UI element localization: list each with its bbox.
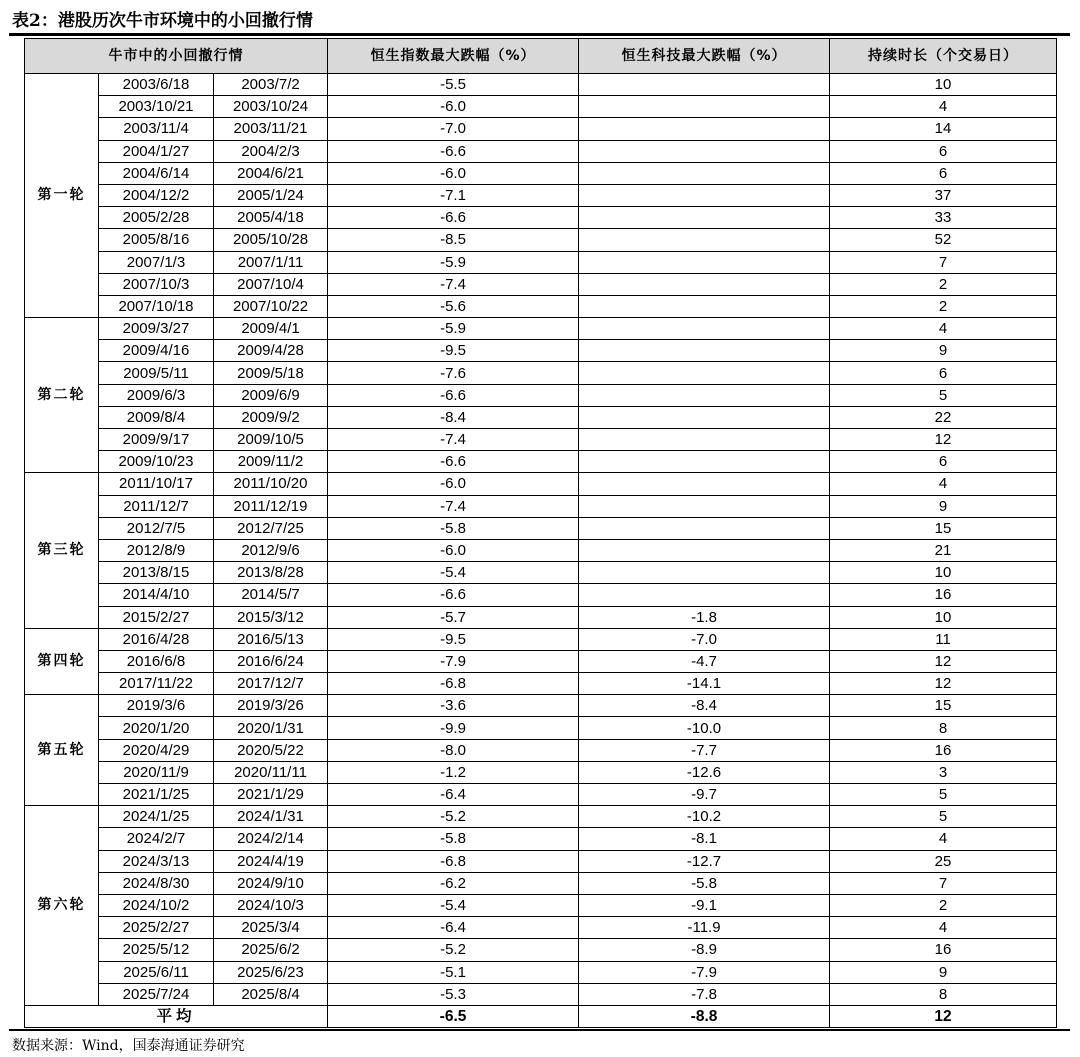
- duration-cell: 5: [830, 806, 1057, 828]
- start-date-cell: 2012/7/5: [99, 517, 214, 539]
- duration-cell: 12: [830, 650, 1057, 672]
- hstech-drop-cell: -1.8: [579, 606, 830, 628]
- header-period: 牛市中的小回撤行情: [25, 39, 328, 74]
- hsi-drop-cell: -6.8: [328, 673, 579, 695]
- table-row: [25, 761, 1057, 783]
- end-date-cell: 2020/1/31: [214, 717, 328, 739]
- duration-cell: 21: [830, 539, 1057, 561]
- end-date-cell: 2025/8/4: [214, 983, 328, 1005]
- table-row: [25, 118, 1057, 140]
- duration-cell: 4: [830, 473, 1057, 495]
- start-date-cell: 2004/6/14: [99, 162, 214, 184]
- hsi-drop-cell: -6.6: [328, 207, 579, 229]
- duration-cell: 6: [830, 162, 1057, 184]
- end-date-cell: 2024/9/10: [214, 872, 328, 894]
- table-row: [25, 983, 1057, 1005]
- duration-cell: 10: [830, 562, 1057, 584]
- end-date-cell: 2007/1/11: [214, 251, 328, 273]
- start-date-cell: 2005/2/28: [99, 207, 214, 229]
- duration-cell: 3: [830, 761, 1057, 783]
- hsi-drop-cell: -5.8: [328, 828, 579, 850]
- duration-cell: 9: [830, 495, 1057, 517]
- hstech-drop-cell: -11.9: [579, 917, 830, 939]
- end-date-cell: 2012/9/6: [214, 539, 328, 561]
- hstech-drop-cell: -14.1: [579, 673, 830, 695]
- start-date-cell: 2024/10/2: [99, 894, 214, 916]
- start-date-cell: 2011/10/17: [99, 473, 214, 495]
- table-row: [25, 628, 1057, 650]
- duration-cell: 4: [830, 96, 1057, 118]
- hstech-drop-cell: [579, 229, 830, 251]
- end-date-cell: 2004/2/3: [214, 140, 328, 162]
- table-row: [25, 539, 1057, 561]
- duration-cell: 7: [830, 251, 1057, 273]
- start-date-cell: 2009/8/4: [99, 406, 214, 428]
- table-row: [25, 295, 1057, 317]
- header-hstech: 恒生科技最大跌幅（%）: [579, 39, 830, 74]
- hstech-drop-cell: [579, 140, 830, 162]
- hsi-drop-cell: -7.6: [328, 362, 579, 384]
- table-row: [25, 406, 1057, 428]
- hstech-drop-cell: -8.9: [579, 939, 830, 961]
- start-date-cell: 2009/4/16: [99, 340, 214, 362]
- hstech-drop-cell: -7.7: [579, 739, 830, 761]
- start-date-cell: 2003/11/4: [99, 118, 214, 140]
- end-date-cell: 2004/6/21: [214, 162, 328, 184]
- duration-cell: 16: [830, 739, 1057, 761]
- drawdown-table: [24, 38, 1057, 1028]
- hsi-drop-cell: -6.0: [328, 539, 579, 561]
- table-row: [25, 184, 1057, 206]
- hsi-drop-cell: -5.7: [328, 606, 579, 628]
- end-date-cell: 2015/3/12: [214, 606, 328, 628]
- end-date-cell: 2011/12/19: [214, 495, 328, 517]
- table-row: [25, 473, 1057, 495]
- start-date-cell: 2009/10/23: [99, 451, 214, 473]
- start-date-cell: 2004/1/27: [99, 140, 214, 162]
- hsi-drop-cell: -6.6: [328, 584, 579, 606]
- hstech-drop-cell: [579, 295, 830, 317]
- duration-cell: 33: [830, 207, 1057, 229]
- table-row: [25, 650, 1057, 672]
- table-title: 表2：港股历次牛市环境中的小回撤行情: [12, 11, 313, 31]
- table-row: [25, 806, 1057, 828]
- hsi-drop-cell: -6.8: [328, 850, 579, 872]
- end-date-cell: 2005/10/28: [214, 229, 328, 251]
- hsi-drop-cell: -5.2: [328, 806, 579, 828]
- start-date-cell: 2021/1/25: [99, 784, 214, 806]
- end-date-cell: 2007/10/22: [214, 295, 328, 317]
- duration-cell: 6: [830, 451, 1057, 473]
- hstech-drop-cell: [579, 184, 830, 206]
- start-date-cell: 2013/8/15: [99, 562, 214, 584]
- start-date-cell: 2024/8/30: [99, 872, 214, 894]
- end-date-cell: 2009/9/2: [214, 406, 328, 428]
- hsi-drop-cell: -5.9: [328, 251, 579, 273]
- average-duration: 12: [830, 1005, 1057, 1027]
- table-row: [25, 562, 1057, 584]
- end-date-cell: 2003/7/2: [214, 74, 328, 96]
- start-date-cell: 2004/12/2: [99, 184, 214, 206]
- start-date-cell: 2016/6/8: [99, 650, 214, 672]
- start-date-cell: 2024/3/13: [99, 850, 214, 872]
- table-row: [25, 961, 1057, 983]
- start-date-cell: 2015/2/27: [99, 606, 214, 628]
- duration-cell: 37: [830, 184, 1057, 206]
- round-label: 第五轮: [25, 695, 99, 806]
- table-row: [25, 362, 1057, 384]
- start-date-cell: 2009/3/27: [99, 318, 214, 340]
- hstech-drop-cell: -9.7: [579, 784, 830, 806]
- end-date-cell: 2009/4/28: [214, 340, 328, 362]
- hstech-drop-cell: [579, 74, 830, 96]
- hstech-drop-cell: [579, 539, 830, 561]
- table-row: [25, 717, 1057, 739]
- end-date-cell: 2013/8/28: [214, 562, 328, 584]
- end-date-cell: 2020/11/11: [214, 761, 328, 783]
- hsi-drop-cell: -8.0: [328, 739, 579, 761]
- start-date-cell: 2014/4/10: [99, 584, 214, 606]
- duration-cell: 12: [830, 429, 1057, 451]
- duration-cell: 6: [830, 362, 1057, 384]
- duration-cell: 15: [830, 695, 1057, 717]
- start-date-cell: 2025/2/27: [99, 917, 214, 939]
- hstech-drop-cell: [579, 207, 830, 229]
- hsi-drop-cell: -5.1: [328, 961, 579, 983]
- duration-cell: 5: [830, 384, 1057, 406]
- hstech-drop-cell: [579, 473, 830, 495]
- hstech-drop-cell: [579, 406, 830, 428]
- table-row: [25, 584, 1057, 606]
- hsi-drop-cell: -3.6: [328, 695, 579, 717]
- hsi-drop-cell: -9.5: [328, 628, 579, 650]
- hsi-drop-cell: -9.9: [328, 717, 579, 739]
- end-date-cell: 2003/10/24: [214, 96, 328, 118]
- duration-cell: 15: [830, 517, 1057, 539]
- start-date-cell: 2020/11/9: [99, 761, 214, 783]
- table-body: [25, 74, 1057, 1006]
- table-row: [25, 517, 1057, 539]
- duration-cell: 6: [830, 140, 1057, 162]
- start-date-cell: 2011/12/7: [99, 495, 214, 517]
- round-label: 第四轮: [25, 628, 99, 695]
- hsi-drop-cell: -5.3: [328, 983, 579, 1005]
- duration-cell: 4: [830, 828, 1057, 850]
- duration-cell: 4: [830, 318, 1057, 340]
- start-date-cell: 2005/8/16: [99, 229, 214, 251]
- source-note: 数据来源：Wind，国泰海通证券研究: [12, 1038, 245, 1054]
- hstech-drop-cell: -10.2: [579, 806, 830, 828]
- duration-cell: 9: [830, 961, 1057, 983]
- end-date-cell: 2009/10/5: [214, 429, 328, 451]
- end-date-cell: 2016/6/24: [214, 650, 328, 672]
- average-hsi: -6.5: [328, 1005, 579, 1027]
- end-date-cell: 2014/5/7: [214, 584, 328, 606]
- hsi-drop-cell: -7.4: [328, 495, 579, 517]
- hsi-drop-cell: -6.6: [328, 384, 579, 406]
- average-hstech: -8.8: [579, 1005, 830, 1027]
- hsi-drop-cell: -9.5: [328, 340, 579, 362]
- duration-cell: 8: [830, 983, 1057, 1005]
- hsi-drop-cell: -7.4: [328, 429, 579, 451]
- duration-cell: 2: [830, 273, 1057, 295]
- hsi-drop-cell: -5.4: [328, 562, 579, 584]
- table-row: [25, 739, 1057, 761]
- hstech-drop-cell: -9.1: [579, 894, 830, 916]
- start-date-cell: 2020/4/29: [99, 739, 214, 761]
- hsi-drop-cell: -6.0: [328, 473, 579, 495]
- hsi-drop-cell: -6.4: [328, 784, 579, 806]
- end-date-cell: 2011/10/20: [214, 473, 328, 495]
- table-row: [25, 251, 1057, 273]
- table-row: [25, 872, 1057, 894]
- table-row: [25, 140, 1057, 162]
- hsi-drop-cell: -6.0: [328, 96, 579, 118]
- header-hsi: 恒生指数最大跌幅（%）: [328, 39, 579, 74]
- end-date-cell: 2003/11/21: [214, 118, 328, 140]
- table-row: [25, 695, 1057, 717]
- table-row: [25, 207, 1057, 229]
- start-date-cell: 2025/6/11: [99, 961, 214, 983]
- hstech-drop-cell: [579, 517, 830, 539]
- hstech-drop-cell: [579, 340, 830, 362]
- start-date-cell: 2025/7/24: [99, 983, 214, 1005]
- table-row: [25, 96, 1057, 118]
- table-row: [25, 606, 1057, 628]
- hstech-drop-cell: [579, 451, 830, 473]
- hstech-drop-cell: [579, 162, 830, 184]
- end-date-cell: 2009/6/9: [214, 384, 328, 406]
- average-label: 平均: [25, 1005, 328, 1027]
- duration-cell: 2: [830, 894, 1057, 916]
- hsi-drop-cell: -5.4: [328, 894, 579, 916]
- header-duration: 持续时长（个交易日）: [830, 39, 1057, 74]
- start-date-cell: 2025/5/12: [99, 939, 214, 961]
- end-date-cell: 2024/10/3: [214, 894, 328, 916]
- hstech-drop-cell: [579, 118, 830, 140]
- start-date-cell: 2016/4/28: [99, 628, 214, 650]
- hsi-drop-cell: -7.1: [328, 184, 579, 206]
- hstech-drop-cell: [579, 429, 830, 451]
- hsi-drop-cell: -5.9: [328, 318, 579, 340]
- hsi-drop-cell: -8.4: [328, 406, 579, 428]
- hsi-drop-cell: -1.2: [328, 761, 579, 783]
- end-date-cell: 2017/12/7: [214, 673, 328, 695]
- duration-cell: 14: [830, 118, 1057, 140]
- table-row: [25, 273, 1057, 295]
- end-date-cell: 2007/10/4: [214, 273, 328, 295]
- duration-cell: 2: [830, 295, 1057, 317]
- hstech-drop-cell: [579, 273, 830, 295]
- hsi-drop-cell: -7.9: [328, 650, 579, 672]
- start-date-cell: 2007/1/3: [99, 251, 214, 273]
- table-row: [25, 451, 1057, 473]
- header-row: [25, 39, 1057, 74]
- end-date-cell: 2020/5/22: [214, 739, 328, 761]
- table-row: [25, 917, 1057, 939]
- duration-cell: 11: [830, 628, 1057, 650]
- table-row: [25, 939, 1057, 961]
- table-row: [25, 828, 1057, 850]
- end-date-cell: 2025/6/23: [214, 961, 328, 983]
- table-row: [25, 495, 1057, 517]
- hstech-drop-cell: [579, 584, 830, 606]
- start-date-cell: 2009/6/3: [99, 384, 214, 406]
- duration-cell: 12: [830, 673, 1057, 695]
- hsi-drop-cell: -6.6: [328, 140, 579, 162]
- hsi-drop-cell: -7.0: [328, 118, 579, 140]
- start-date-cell: 2019/3/6: [99, 695, 214, 717]
- hstech-drop-cell: [579, 562, 830, 584]
- duration-cell: 22: [830, 406, 1057, 428]
- table-row: [25, 318, 1057, 340]
- hsi-drop-cell: -5.5: [328, 74, 579, 96]
- table-row: [25, 673, 1057, 695]
- end-date-cell: 2025/6/2: [214, 939, 328, 961]
- duration-cell: 7: [830, 872, 1057, 894]
- bottom-rule: [9, 1029, 1070, 1031]
- hsi-drop-cell: -6.0: [328, 162, 579, 184]
- end-date-cell: 2012/7/25: [214, 517, 328, 539]
- hsi-drop-cell: -8.5: [328, 229, 579, 251]
- hstech-drop-cell: -7.8: [579, 983, 830, 1005]
- hstech-drop-cell: -10.0: [579, 717, 830, 739]
- hstech-drop-cell: [579, 318, 830, 340]
- start-date-cell: 2009/9/17: [99, 429, 214, 451]
- duration-cell: 10: [830, 74, 1057, 96]
- table-row: [25, 429, 1057, 451]
- start-date-cell: 2003/6/18: [99, 74, 214, 96]
- round-label: 第六轮: [25, 806, 99, 1006]
- hsi-drop-cell: -6.2: [328, 872, 579, 894]
- duration-cell: 5: [830, 784, 1057, 806]
- duration-cell: 16: [830, 939, 1057, 961]
- hstech-drop-cell: -12.6: [579, 761, 830, 783]
- table-row: [25, 384, 1057, 406]
- hstech-drop-cell: [579, 495, 830, 517]
- hsi-drop-cell: -5.6: [328, 295, 579, 317]
- start-date-cell: 2007/10/18: [99, 295, 214, 317]
- duration-cell: 52: [830, 229, 1057, 251]
- start-date-cell: 2024/2/7: [99, 828, 214, 850]
- hsi-drop-cell: -6.4: [328, 917, 579, 939]
- hsi-drop-cell: -6.6: [328, 451, 579, 473]
- hstech-drop-cell: -7.9: [579, 961, 830, 983]
- hstech-drop-cell: [579, 362, 830, 384]
- end-date-cell: 2009/11/2: [214, 451, 328, 473]
- round-label: 第一轮: [25, 74, 99, 318]
- hsi-drop-cell: -5.2: [328, 939, 579, 961]
- round-label: 第二轮: [25, 318, 99, 473]
- end-date-cell: 2019/3/26: [214, 695, 328, 717]
- start-date-cell: 2024/1/25: [99, 806, 214, 828]
- duration-cell: 16: [830, 584, 1057, 606]
- end-date-cell: 2021/1/29: [214, 784, 328, 806]
- table-row: [25, 74, 1057, 96]
- end-date-cell: 2024/1/31: [214, 806, 328, 828]
- end-date-cell: 2009/4/1: [214, 318, 328, 340]
- table-row: [25, 784, 1057, 806]
- end-date-cell: 2024/2/14: [214, 828, 328, 850]
- start-date-cell: 2017/11/22: [99, 673, 214, 695]
- start-date-cell: 2020/1/20: [99, 717, 214, 739]
- table-row: [25, 340, 1057, 362]
- hstech-drop-cell: -12.7: [579, 850, 830, 872]
- start-date-cell: 2007/10/3: [99, 273, 214, 295]
- hstech-drop-cell: [579, 96, 830, 118]
- duration-cell: 4: [830, 917, 1057, 939]
- hstech-drop-cell: -4.7: [579, 650, 830, 672]
- end-date-cell: 2005/4/18: [214, 207, 328, 229]
- start-date-cell: 2009/5/11: [99, 362, 214, 384]
- hsi-drop-cell: -7.4: [328, 273, 579, 295]
- top-rule: [9, 33, 1070, 36]
- hstech-drop-cell: -7.0: [579, 628, 830, 650]
- table-row: [25, 162, 1057, 184]
- duration-cell: 25: [830, 850, 1057, 872]
- end-date-cell: 2016/5/13: [214, 628, 328, 650]
- hsi-drop-cell: -5.8: [328, 517, 579, 539]
- hstech-drop-cell: [579, 384, 830, 406]
- end-date-cell: 2009/5/18: [214, 362, 328, 384]
- duration-cell: 9: [830, 340, 1057, 362]
- hstech-drop-cell: -8.4: [579, 695, 830, 717]
- duration-cell: 8: [830, 717, 1057, 739]
- hstech-drop-cell: [579, 251, 830, 273]
- start-date-cell: 2003/10/21: [99, 96, 214, 118]
- start-date-cell: 2012/8/9: [99, 539, 214, 561]
- round-label: 第三轮: [25, 473, 99, 628]
- hstech-drop-cell: -5.8: [579, 872, 830, 894]
- end-date-cell: 2024/4/19: [214, 850, 328, 872]
- end-date-cell: 2025/3/4: [214, 917, 328, 939]
- table-row: [25, 894, 1057, 916]
- end-date-cell: 2005/1/24: [214, 184, 328, 206]
- duration-cell: 10: [830, 606, 1057, 628]
- table-row: [25, 850, 1057, 872]
- hstech-drop-cell: -8.1: [579, 828, 830, 850]
- table-row: [25, 229, 1057, 251]
- average-row: [25, 1005, 1057, 1027]
